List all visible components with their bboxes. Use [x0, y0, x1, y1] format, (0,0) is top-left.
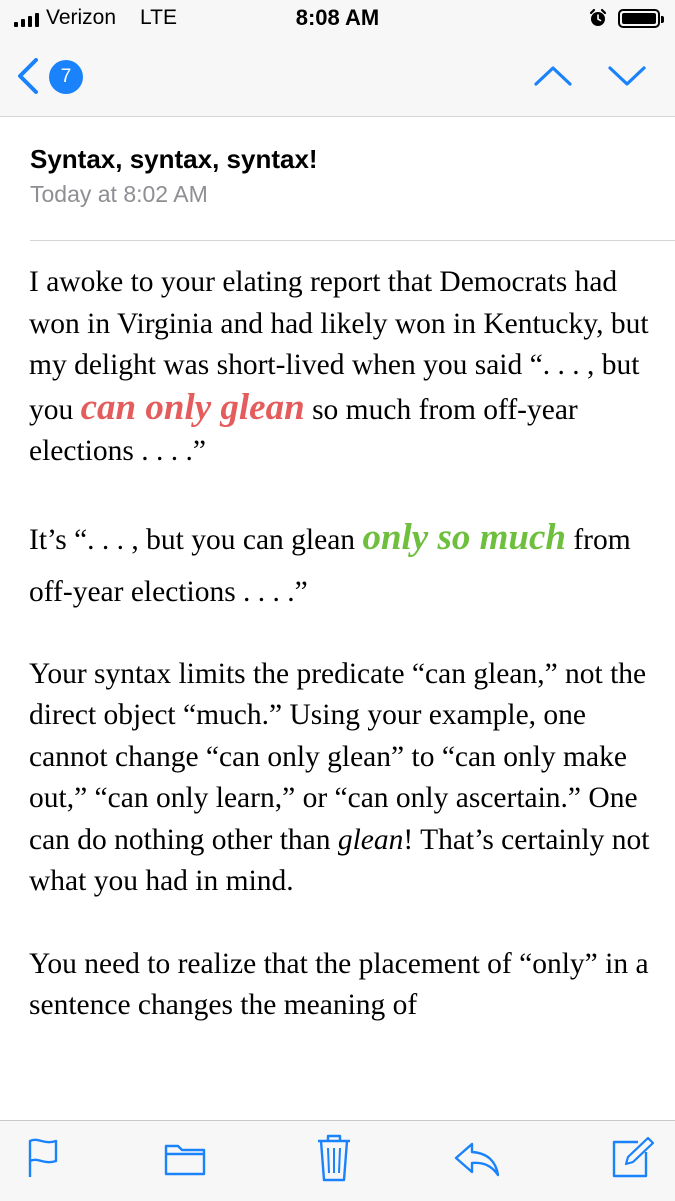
- correct-phrase: only so much: [362, 516, 566, 558]
- paragraph-3: [29, 654, 659, 903]
- alarm-icon: [588, 8, 608, 28]
- p3-text-after: ! That’s certainly not what you had in mind.: [29, 823, 650, 897]
- status-bar: [0, 0, 675, 38]
- p1-text-after: so much from off-year elections . . . .”: [29, 393, 578, 467]
- chevron-down-icon[interactable]: [606, 60, 648, 92]
- paragraph-2: [29, 512, 659, 618]
- p1-text-before: I awoke to your elating report that Democrats had won in Virginia and had likely won in Kentucky, but my delight was short-lived when you said “. . . , but you: [29, 266, 649, 426]
- email-date: Today at 8:02 AM: [30, 181, 208, 207]
- network-label: LTE: [140, 6, 177, 29]
- flag-icon[interactable]: [26, 1137, 62, 1179]
- p2-text-after: from off-year elections . . . .”: [29, 523, 631, 608]
- p3-text-before: Your syntax limits the predicate “can glean,” not the direct object “much.” Using your example, one cannot change “can only glean” to “can only make out,” “can only learn,” or “can only ascertain.” One can do nothing other than: [29, 657, 647, 856]
- p3-italic-word: glean: [337, 823, 404, 856]
- status-time: 8:08 AM: [295, 5, 380, 30]
- unread-count-badge[interactable]: 7: [49, 60, 83, 94]
- email-subject: Syntax, syntax, syntax!: [30, 144, 318, 174]
- paragraph-4: You need to realize that the placement of “only” in a sentence changes the meaning of: [29, 947, 649, 1021]
- trash-icon[interactable]: [316, 1133, 352, 1183]
- battery-icon: [618, 9, 660, 28]
- folder-icon[interactable]: [164, 1140, 206, 1176]
- reply-icon[interactable]: [452, 1140, 500, 1178]
- carrier-label: Verizon: [46, 6, 117, 29]
- incorrect-phrase: can only glean: [80, 386, 305, 428]
- p2-text-before: It’s “. . . , but you can glean: [29, 523, 356, 556]
- paragraph-1: [29, 262, 659, 473]
- header-divider: [30, 240, 675, 241]
- back-chevron-icon[interactable]: [12, 56, 42, 96]
- compose-icon[interactable]: [610, 1136, 656, 1180]
- chevron-up-icon[interactable]: [532, 60, 574, 92]
- email-body: [29, 262, 659, 1027]
